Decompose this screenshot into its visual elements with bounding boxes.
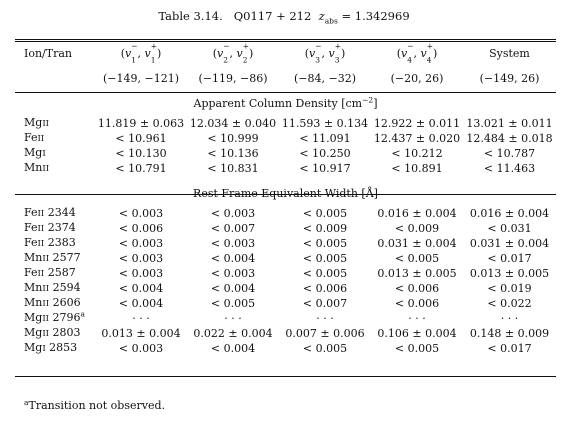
element-symbol: Fe (24, 206, 38, 219)
value-cell: 0.007 ± 0.006 (285, 326, 365, 340)
velocity-min: v (124, 47, 132, 60)
ionization-stage: II (42, 164, 50, 174)
element-symbol: Fe (24, 131, 38, 144)
velocity-range-cell: (−84, −32) (293, 72, 356, 85)
ionization-stage: II (37, 209, 45, 219)
velocity-min-sign: − (407, 41, 414, 51)
value-cell: < 0.004 (210, 341, 256, 355)
table-caption (0, 9, 568, 26)
column-density-row (15, 116, 556, 131)
ion-cell (15, 341, 95, 356)
element-symbol: Mg (24, 341, 43, 354)
value-cell: < 0.022 (487, 296, 532, 310)
equivalent-width-row (15, 221, 556, 236)
ion-cell (15, 116, 95, 131)
value-cell: 11.593 ± 0.134 (281, 116, 369, 130)
transition-wavelength: 2577 (49, 251, 81, 264)
value-cell: < 10.212 (391, 146, 443, 160)
value-cell: < 0.031 (487, 221, 532, 235)
ion-cell (15, 131, 95, 146)
value-cell: · · · (224, 311, 242, 325)
value-cell: · · · (408, 311, 426, 325)
redshift-value: = 1.342969 (341, 9, 410, 23)
header-ion-tran: Ion/Tran (24, 47, 72, 60)
element-symbol: Mn (24, 281, 43, 294)
value-cell: 13.021 ± 0.011 (466, 116, 553, 130)
equivalent-width-row (15, 251, 556, 266)
ionization-stage: II (37, 134, 45, 144)
value-cell: 11.819 ± 0.063 (97, 116, 185, 130)
value-cell: < 10.831 (207, 161, 259, 175)
ionization-stage: II (42, 299, 50, 309)
velocity-max-sign: + (150, 41, 158, 51)
equivalent-width-row (15, 206, 556, 221)
unit-exponent: −2 (362, 95, 374, 105)
column-density-row (15, 161, 556, 176)
velocity-min-sign: − (315, 41, 322, 51)
value-cell: < 0.007 (210, 221, 256, 235)
velocity-max-sign: + (334, 41, 342, 51)
value-cell: < 0.004 (118, 296, 164, 310)
value-cell: < 0.006 (394, 281, 440, 295)
value-cell: < 11.091 (299, 131, 351, 145)
ionization-stage: II (42, 119, 50, 129)
velocity-max: v (144, 47, 151, 60)
header-component: (v− $_4$ , v+ $_4$ ) (396, 41, 438, 65)
velocity-range-cell: (−149, 26) (479, 72, 540, 85)
equivalent-width-row (15, 341, 556, 356)
transition-wavelength: 2374 (44, 221, 76, 234)
value-cell: < 0.007 (302, 296, 348, 310)
value-cell: < 0.006 (118, 221, 164, 235)
value-cell: < 0.005 (302, 266, 348, 280)
bottom-rule (15, 376, 556, 377)
z-subscript: abs (324, 16, 338, 26)
velocity-min-sign: − (131, 41, 138, 51)
equivalent-width-row (15, 266, 556, 281)
section-title: Apparent Column Density [cm (193, 97, 363, 110)
velocity-max-index: 1 (150, 55, 156, 65)
range-label-cell (15, 66, 95, 92)
element-symbol: Mg (24, 116, 43, 129)
velocity-range-row (15, 66, 556, 92)
section-title-end: ] (373, 97, 378, 110)
ionization-stage: II (42, 314, 50, 324)
header-component: (v− $_3$ , v+ $_3$ ) (304, 41, 346, 65)
value-cell: < 0.005 (394, 251, 440, 265)
value-cell: 0.031 ± 0.004 (377, 236, 457, 250)
value-cell: < 10.999 (207, 131, 259, 145)
qso-name: Q0117 + 212 (233, 9, 312, 23)
header-component: (v− $_1$ , v+ $_1$ ) (120, 41, 162, 65)
value-cell: · · · (500, 311, 519, 325)
section-equivalent-width-row (15, 182, 556, 206)
value-cell: < 0.005 (302, 251, 348, 265)
value-cell: < 0.003 (210, 206, 256, 220)
ionization-stage: II (42, 254, 50, 264)
z-symbol: z (318, 9, 325, 23)
transition-wavelength: 2853 (45, 341, 78, 354)
element-symbol: Fe (24, 266, 38, 279)
footnote (24, 399, 165, 412)
column-density-row (15, 131, 556, 146)
value-cell: 0.148 ± 0.009 (469, 326, 550, 340)
value-cell: < 0.005 (302, 206, 348, 220)
ionization-stage: II (42, 284, 50, 294)
velocity-range-cell: (−20, 26) (390, 72, 444, 85)
value-cell: < 0.003 (118, 236, 164, 250)
ionization-stage: I (42, 149, 46, 159)
value-cell: < 11.463 (483, 161, 536, 175)
value-cell: < 0.003 (118, 206, 164, 220)
value-cell: < 0.005 (302, 341, 348, 355)
section-column-density-row (15, 92, 556, 116)
value-cell: < 0.019 (487, 281, 532, 295)
value-cell: < 0.005 (302, 236, 348, 250)
equivalent-width-row (15, 281, 556, 296)
section-equivalent-width (15, 182, 556, 206)
equivalent-width-row (15, 296, 556, 311)
velocity-min-index: 2 (223, 55, 228, 65)
element-symbol: Mg (24, 146, 43, 159)
ion-cell (15, 161, 95, 176)
value-cell: 0.106 ± 0.004 (377, 326, 457, 340)
value-cell: < 0.005 (394, 341, 440, 355)
value-cell: 0.016 ± 0.004 (469, 206, 550, 220)
velocity-min-index: 1 (131, 55, 136, 65)
transition-wavelength: 2606 (49, 296, 81, 309)
value-cell: 12.034 ± 0.040 (189, 116, 277, 130)
ionization-stage: II (37, 269, 45, 279)
value-cell: 0.013 ± 0.005 (377, 266, 457, 280)
value-cell: < 0.003 (118, 251, 164, 265)
top-rule-1 (15, 39, 556, 40)
value-cell: < 0.017 (487, 251, 532, 265)
ion-cell (15, 311, 95, 326)
ion-cell (15, 146, 95, 161)
value-cell: < 0.003 (210, 266, 256, 280)
velocity-max-index: 2 (242, 55, 248, 65)
velocity-range-cell: (−119, −86) (198, 72, 268, 85)
value-cell: < 10.787 (483, 146, 536, 160)
velocity-max: v (420, 47, 427, 60)
value-cell: 0.013 ± 0.005 (469, 266, 550, 280)
ionization-stage: II (42, 329, 50, 339)
value-cell: < 0.009 (302, 221, 348, 235)
value-cell: < 10.961 (115, 131, 167, 145)
value-cell: < 0.009 (394, 221, 440, 235)
ionization-stage: II (37, 224, 45, 234)
section-column-density (15, 92, 556, 116)
element-symbol: Fe (24, 221, 38, 234)
ionization-stage: II (37, 239, 45, 249)
transition-wavelength: 2796 (49, 311, 81, 324)
value-cell: < 0.006 (394, 296, 440, 310)
ion-cell (15, 266, 95, 281)
equivalent-width-row (15, 326, 556, 341)
value-cell: < 0.004 (210, 251, 256, 265)
footnote-mark: a (24, 398, 29, 407)
velocity-max-sign: + (426, 41, 434, 51)
transition-wavelength: 2383 (44, 236, 76, 249)
velocity-min: v (308, 47, 316, 60)
value-cell: 12.922 ± 0.011 (373, 116, 461, 130)
equivalent-width-row (15, 311, 556, 326)
value-cell: 12.437 ± 0.020 (373, 131, 461, 145)
value-cell: 0.013 ± 0.004 (101, 326, 181, 340)
velocity-max: v (328, 47, 335, 60)
velocity-min: v (400, 47, 408, 60)
value-cell: < 0.005 (210, 296, 256, 310)
velocity-range-cell: (−149, −121) (102, 72, 179, 85)
value-cell: < 0.003 (210, 236, 256, 250)
element-symbol: Fe (24, 236, 38, 249)
ion-cell (15, 281, 95, 296)
value-cell: · · · (316, 311, 334, 325)
value-cell: < 10.917 (299, 161, 351, 175)
value-cell: · · · (132, 311, 150, 325)
header-component: (v− $_2$ , v+ $_2$ ) (212, 41, 254, 65)
ion-cell (15, 326, 95, 341)
velocity-min-index: 4 (407, 55, 412, 65)
value-cell: 0.031 ± 0.004 (469, 236, 550, 250)
velocity-min-index: 3 (315, 55, 320, 65)
element-symbol: Mg (24, 311, 43, 324)
footnote-text: Transition not observed. (28, 399, 165, 412)
value-cell: < 0.017 (487, 341, 532, 355)
value-cell: < 0.004 (118, 281, 164, 295)
transition-wavelength: 2594 (49, 281, 81, 294)
column-density-row (15, 146, 556, 161)
velocity-max-sign: + (242, 41, 250, 51)
equivalent-width-row (15, 236, 556, 251)
transition-wavelength: 2803 (49, 326, 81, 339)
value-cell: < 0.006 (302, 281, 348, 295)
value-cell: < 10.891 (391, 161, 443, 175)
value-cell: < 0.003 (118, 266, 164, 280)
value-cell: 0.016 ± 0.004 (377, 206, 457, 220)
velocity-min: v (216, 47, 224, 60)
ion-cell (15, 221, 95, 236)
element-symbol: Mg (24, 326, 43, 339)
ion-cell (15, 236, 95, 251)
value-cell: < 0.003 (118, 341, 164, 355)
ion-cell (15, 206, 95, 221)
value-cell: < 0.004 (210, 281, 256, 295)
velocity-min-sign: − (223, 41, 230, 51)
value-cell: 12.484 ± 0.018 (466, 131, 553, 145)
velocity-max-index: 3 (334, 55, 340, 65)
transition-wavelength: 2587 (44, 266, 76, 279)
value-cell: < 10.130 (115, 146, 167, 160)
element-symbol: Mn (24, 251, 43, 264)
value-cell: < 10.250 (299, 146, 351, 160)
velocity-max-index: 4 (426, 55, 432, 65)
ionization-stage: I (42, 344, 46, 354)
header-row (15, 42, 556, 66)
section-title: Rest Frame Equivalent Width [Å] (193, 187, 378, 200)
ion-cell (15, 251, 95, 266)
value-cell: 0.022 ± 0.004 (193, 326, 273, 340)
value-cell: < 10.791 (115, 161, 167, 175)
header-system: System (489, 47, 530, 60)
element-symbol: Mn (24, 161, 43, 174)
transition-wavelength: 2344 (44, 206, 76, 219)
velocity-max: v (236, 47, 243, 60)
element-symbol: Mn (24, 296, 43, 309)
value-cell: < 10.136 (207, 146, 259, 160)
data-table (15, 42, 556, 356)
footnote-marker: a (80, 309, 86, 319)
table-label: Table 3.14. (158, 9, 223, 23)
